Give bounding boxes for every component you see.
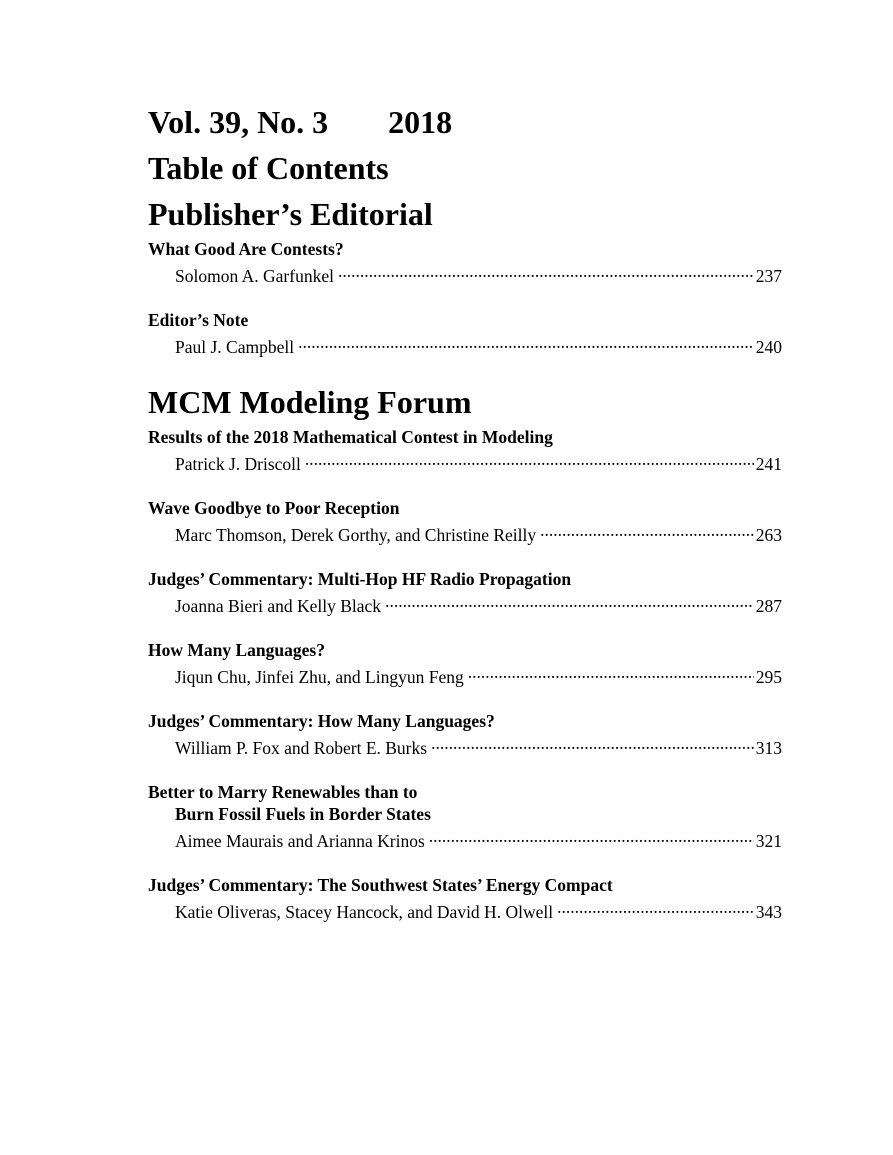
table-of-contents-page xyxy=(148,100,782,945)
entry-page-number: 241 xyxy=(755,454,782,474)
toc-entry[interactable] xyxy=(148,568,782,617)
entry-authors: Patrick J. Driscoll xyxy=(175,454,301,474)
entry-author-row xyxy=(148,519,782,546)
entry-page-number: 287 xyxy=(755,596,782,616)
section-heading: MCM Modeling Forum xyxy=(148,384,472,420)
entry-title: How Many Languages? xyxy=(148,640,325,660)
entry-authors: Paul J. Campbell xyxy=(175,337,295,357)
toc-entry[interactable] xyxy=(148,874,782,923)
entry-authors: Katie Oliveras, Stacey Hancock, and David H. Olwell xyxy=(175,902,554,922)
entry-title-continuation: Burn Fossil Fuels in Border States xyxy=(175,804,431,824)
section-mcm-modeling-forum xyxy=(148,380,782,923)
entry-author-row xyxy=(148,661,782,688)
entry-title: What Good Are Contests? xyxy=(148,239,344,259)
toc-entry[interactable] xyxy=(148,426,782,475)
dot-leader xyxy=(338,260,754,282)
toc-entry[interactable] xyxy=(148,781,782,852)
entry-page-number: 240 xyxy=(755,337,782,357)
section-publishers-editorial xyxy=(148,192,782,358)
entry-authors: Aimee Maurais and Arianna Krinos xyxy=(175,831,425,851)
section-heading: Publisher’s Editorial xyxy=(148,196,433,232)
entry-page-number: 343 xyxy=(755,902,782,922)
entry-title: Better to Marry Renewables than to xyxy=(148,782,418,802)
entry-page-number: 321 xyxy=(755,831,782,851)
entry-title: Wave Goodbye to Poor Reception xyxy=(148,498,400,518)
entry-page-number: 237 xyxy=(755,266,782,286)
entry-page-number: 313 xyxy=(755,738,782,758)
toc-heading: Table of Contents xyxy=(148,150,389,186)
dot-leader xyxy=(298,331,754,353)
entry-authors: Marc Thomson, Derek Gorthy, and Christine Reilly xyxy=(175,525,537,545)
entry-authors: Joanna Bieri and Kelly Black xyxy=(175,596,382,616)
toc-entry[interactable] xyxy=(148,497,782,546)
entry-author-row xyxy=(148,896,782,923)
entry-authors: Jiqun Chu, Jinfei Zhu, and Lingyun Feng xyxy=(175,667,464,687)
entry-page-number: 263 xyxy=(755,525,782,545)
dot-leader xyxy=(431,732,754,754)
entry-author-row xyxy=(148,260,782,287)
volume-number: Vol. 39, No. 3 xyxy=(148,104,329,140)
dot-leader xyxy=(557,896,754,918)
entry-title: Judges’ Commentary: Multi-Hop HF Radio Propagation xyxy=(148,569,572,589)
dot-leader xyxy=(305,448,754,470)
entry-author-row xyxy=(148,331,782,358)
toc-entry[interactable] xyxy=(148,309,782,358)
dot-leader xyxy=(385,590,754,612)
entry-author-row xyxy=(148,732,782,759)
toc-entry[interactable] xyxy=(148,238,782,287)
entry-page-number: 295 xyxy=(755,667,782,687)
dot-leader xyxy=(540,519,754,541)
issue-line xyxy=(148,100,782,146)
entry-author-row xyxy=(148,825,782,852)
issue-year: 2018 xyxy=(388,104,453,140)
entry-author-row xyxy=(148,448,782,475)
entry-title: Editor’s Note xyxy=(148,310,249,330)
entry-title: Results of the 2018 Mathematical Contest in Modeling xyxy=(148,427,553,447)
dot-leader xyxy=(429,825,754,847)
entry-title: Judges’ Commentary: The Southwest States’ Energy Compact xyxy=(148,875,613,895)
entry-authors: Solomon A. Garfunkel xyxy=(175,266,334,286)
dot-leader xyxy=(468,661,754,683)
toc-entry[interactable] xyxy=(148,639,782,688)
entry-authors: William P. Fox and Robert E. Burks xyxy=(175,738,428,758)
entry-author-row xyxy=(148,590,782,617)
entry-title: Judges’ Commentary: How Many Languages? xyxy=(148,711,495,731)
toc-entry[interactable] xyxy=(148,710,782,759)
